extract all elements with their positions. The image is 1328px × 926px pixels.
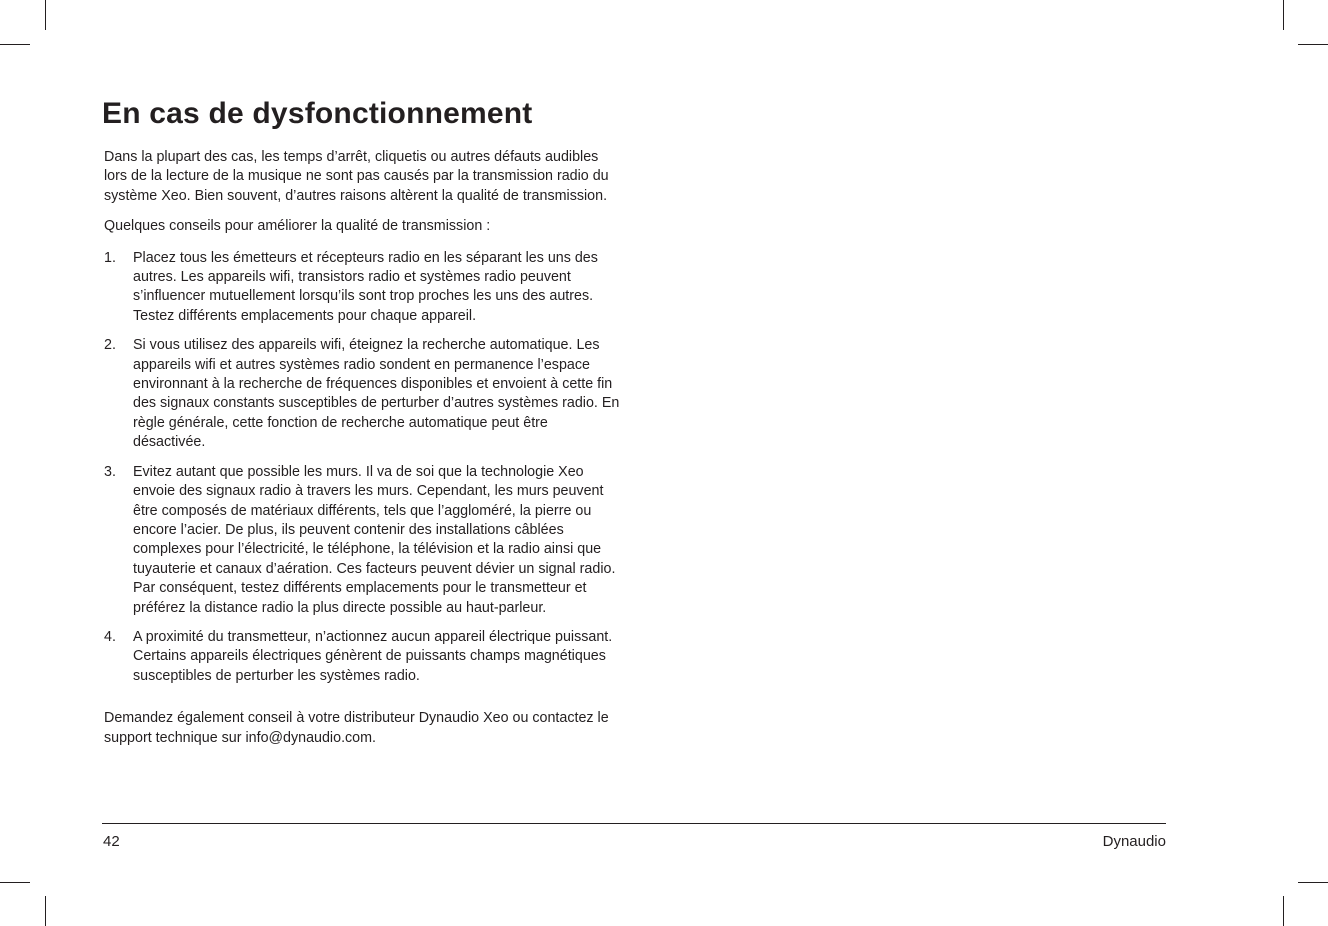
closing-paragraph: Demandez également conseil à votre distributeur Dynaudio Xeo ou contactez le support technique sur info@dynaudio.com. bbox=[104, 710, 609, 746]
crop-mark-bottom-left-horizontal bbox=[0, 882, 30, 883]
footer-brand: Dynaudio bbox=[1102, 833, 1166, 850]
crop-mark-bottom-left-vertical bbox=[45, 896, 46, 926]
crop-mark-top-left-horizontal bbox=[0, 44, 30, 45]
list-item-text: Si vous utilisez des appareils wifi, éteignez la recherche automatique. Les appareils wifi et autres systèmes radio sondent en permanence l’espace environnant à la recherche de fréquences disponibles et envoient à cette fin des signaux constants susceptibles de perturber d’autres systèmes radio. En règle générale, cette fonction de recherche automatique peut être désactivée. bbox=[133, 337, 620, 451]
list-item-text: Placez tous les émetteurs et récepteurs radio en les séparant les uns des autres. Les appareils wifi, transistors radio et systèmes radio peuvent s’influencer mutuellement lorsqu’ils sont trop proches les uns des autres. Testez différents emplacements pour chaque appareil. bbox=[133, 249, 598, 324]
list-item-number: 4. bbox=[104, 628, 116, 645]
list-item-text: Evitez autant que possible les murs. Il va de soi que la technologie Xeo envoie des signaux radio à travers les murs. Cependant, les murs peuvent être composés de matériaux différents, tels que l’aggloméré, la pierre ou encore l’acier. De plus, ils peuvent contenir des installations câblées complexes pour l’électricité, le téléphone, la télévision et la radio ainsi que tuyauterie et canaux d’aération. Ces facteurs peuvent dévier un signal radio. Par conséquent, testez différents emplacements pour le transmetteur et préférez la distance radio la plus directe possible au haut-parleur. bbox=[133, 463, 616, 616]
list-item-text: A proximité du transmetteur, n’actionnez aucun appareil électrique puissant. Certains appareils électriques génèrent de puissants champs magnétiques susceptibles de perturber les systèmes radio. bbox=[133, 628, 613, 684]
page-number: 42 bbox=[103, 833, 120, 850]
list-item bbox=[104, 628, 620, 686]
list-item-number: 3. bbox=[104, 463, 116, 480]
page-title: En cas de dysfonctionnement bbox=[102, 97, 533, 130]
crop-mark-top-right-vertical bbox=[1283, 0, 1284, 30]
crop-mark-bottom-right-vertical bbox=[1283, 896, 1284, 926]
list-item-number: 2. bbox=[104, 337, 116, 354]
intro-paragraph: Dans la plupart des cas, les temps d’arrêt, cliquetis ou autres défauts audibles lors de la lecture de la musique ne sont pas causés par la transmission radio du système Xeo. Bien souvent, d’autres raisons altèrent la qualité de transmission. bbox=[104, 149, 609, 204]
tips-list bbox=[104, 249, 620, 687]
list-item bbox=[104, 336, 620, 452]
crop-mark-bottom-right-horizontal bbox=[1298, 882, 1328, 883]
list-item bbox=[104, 249, 620, 327]
list-item bbox=[104, 463, 620, 618]
crop-mark-top-right-horizontal bbox=[1298, 44, 1328, 45]
main-content bbox=[104, 148, 620, 748]
footer-divider bbox=[102, 823, 1166, 824]
list-item-number: 1. bbox=[104, 249, 116, 266]
tips-lead: Quelques conseils pour améliorer la qualité de transmission : bbox=[104, 218, 491, 235]
crop-mark-top-left-vertical bbox=[45, 0, 46, 30]
